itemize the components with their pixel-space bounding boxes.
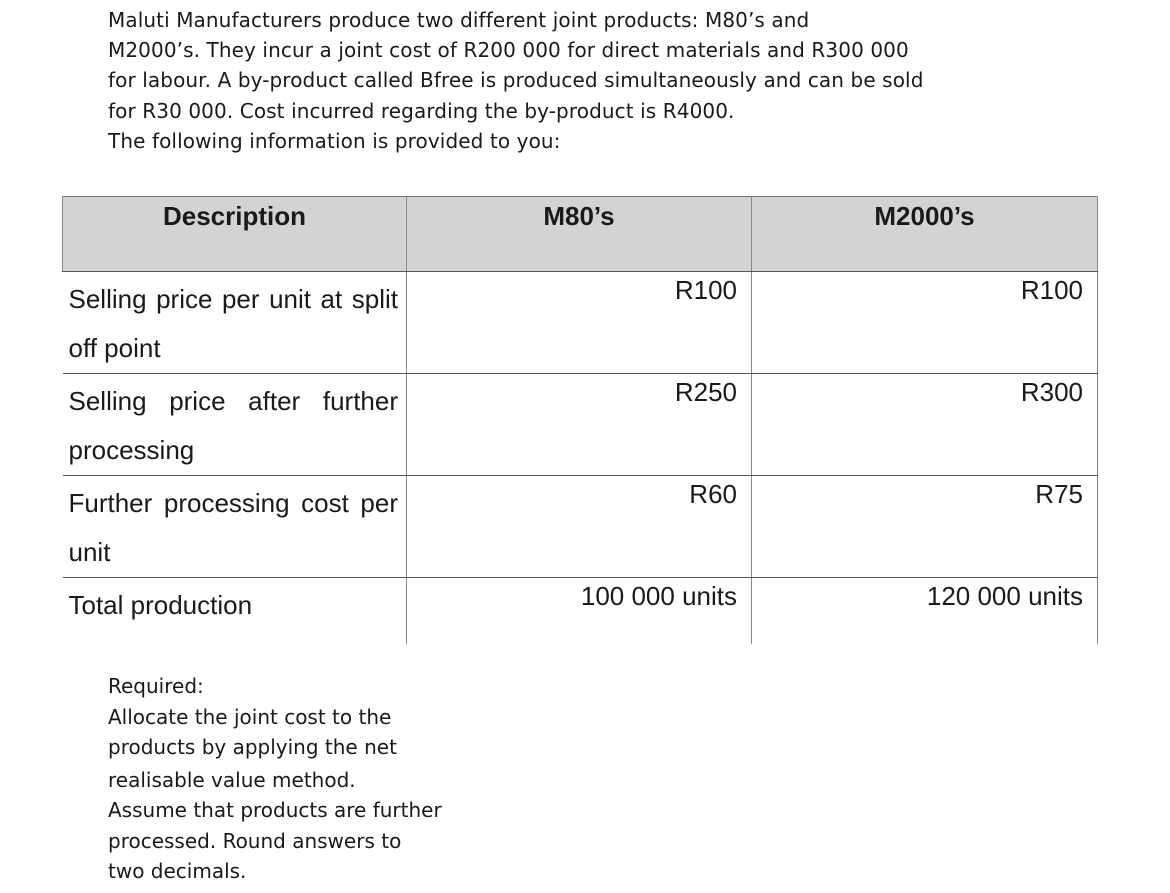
table-row [63,374,1098,476]
row-description: Total production [68,590,253,620]
required-instructions [108,671,468,887]
intro-line: The following information is provided to you: [108,128,561,153]
cell-m2000: R100 [1020,275,1083,305]
cell-m80: 100 000 units [580,581,737,611]
required-line: realisable value method. [108,767,356,792]
required-line: two decimals. [108,859,247,883]
column-header-description: Description [63,197,407,272]
intro-line: for R30 000. Cost incurred regarding the by-product is R4000. [108,98,735,123]
row-description: Further processing cost per unit [68,488,398,567]
row-description: Selling price per unit at split off point [68,284,398,363]
cell-m80: R250 [674,377,737,407]
table-row [63,272,1098,374]
problem-statement [108,5,968,156]
required-heading: Required: [108,674,204,698]
table-row [63,476,1098,578]
intro-line: for labour. A by-product called Bfree is produced simultaneously and can be sold [108,68,924,93]
column-header-m2000: M2000’s [752,197,1098,272]
required-line: Allocate the joint cost to the [108,704,392,729]
intro-line: M2000’s. They incur a joint cost of R200 000 for direct materials and R300 000 [108,38,909,63]
table-row [63,578,1098,645]
row-description: Selling price after further processing [68,386,398,465]
cell-m2000: R300 [1020,377,1083,407]
required-line: Assume that products are further [108,798,442,822]
product-information-table [62,196,1098,644]
cell-m2000: 120 000 units [926,581,1083,611]
required-line: processed. Round answers to [108,828,402,853]
column-header-m80: M80’s [407,197,752,272]
cell-m80: R60 [689,479,737,509]
cell-m2000: R75 [1035,479,1083,509]
intro-line: Maluti Manufacturers produce two different joint products: M80’s and [108,8,810,32]
cell-m80: R100 [674,275,737,305]
required-line: products by applying the net [108,735,397,759]
table-header-row [63,197,1098,272]
